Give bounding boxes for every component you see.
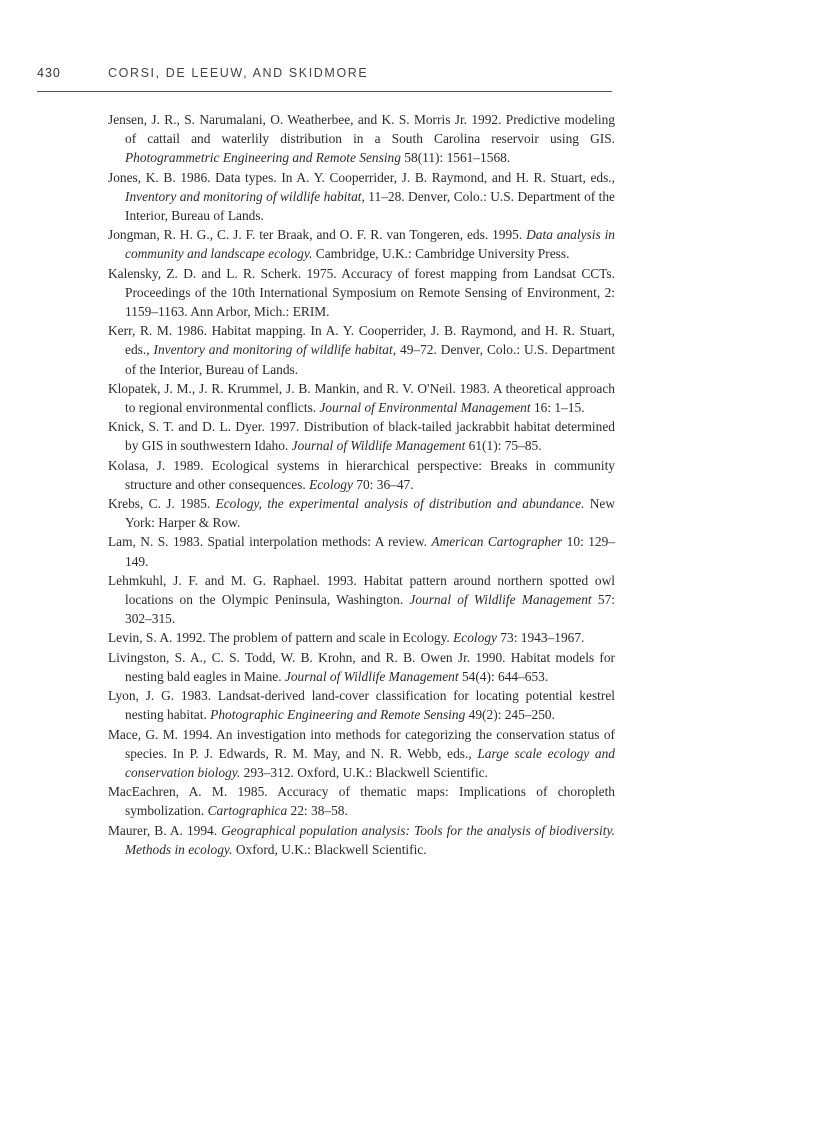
reference-entry	[108, 571, 615, 629]
reference-italic-title: Journal of Wildlife Management	[409, 592, 592, 608]
reference-entry	[108, 321, 615, 379]
reference-text: Lehmkuhl, J. F. and M. G. Raphael. 1993. Habitat pattern around northern spotted owl locations on the Olympic Peninsula, Washington.	[108, 572, 615, 608]
reference-text-end: 293–312. Oxford, U.K.: Blackwell Scientific.	[240, 764, 488, 780]
reference-italic-title: Ecology	[453, 630, 497, 646]
reference-text-end: 16: 1–15.	[530, 400, 585, 416]
reference-entry	[108, 532, 615, 570]
reference-entry	[108, 648, 615, 686]
reference-text-end: 10: 129–149.	[125, 534, 615, 569]
reference-italic-title: Ecology	[309, 476, 353, 492]
reference-entry	[108, 628, 615, 647]
header-divider	[37, 91, 612, 92]
reference-entry	[108, 110, 615, 168]
reference-text-end: 61(1): 75–85.	[465, 438, 542, 454]
reference-italic-title: Inventory and monitoring of wildlife habitat,	[153, 342, 397, 358]
reference-text: Knick, S. T. and D. L. Dyer. 1997. Distribution of black-tailed jackrabbit habitat determined by GIS in southwestern Idaho.	[108, 419, 615, 454]
reference-italic-title: Journal of Environmental Management	[319, 400, 531, 416]
reference-text-end: 73: 1943–1967.	[496, 630, 585, 646]
running-head: CORSI, DE LEEUW, AND SKIDMORE	[108, 66, 369, 80]
reference-entry	[108, 782, 615, 820]
reference-text-end: New York: Harper & Row.	[125, 496, 616, 531]
reference-text-end: 49–72. Denver, Colo.: U.S. Department of the Interior, Bureau of Lands.	[125, 342, 615, 377]
reference-italic-title: Large scale ecology and conservation biology.	[125, 745, 616, 780]
reference-text: Lam, N. S. 1983. Spatial interpolation methods: A review.	[108, 534, 432, 550]
reference-text: Jongman, R. H. G., C. J. F. ter Braak, and O. F. R. van Tongeren, eds. 1995.	[108, 227, 527, 243]
reference-entry	[108, 168, 615, 226]
reference-entry	[108, 494, 615, 532]
page-number: 430	[37, 66, 61, 80]
reference-entry	[108, 686, 615, 724]
reference-list	[108, 110, 615, 859]
reference-text-end: 22: 38–58.	[287, 803, 348, 819]
reference-text-end: 11–28. Denver, Colo.: U.S. Department of the Interior, Bureau of Lands.	[125, 188, 616, 224]
reference-text: Livingston, S. A., C. S. Todd, W. B. Krohn, and R. B. Owen Jr. 1990. Habitat models for nesting bald eagles in Maine.	[108, 649, 615, 684]
reference-italic-title: Ecology, the experimental analysis of distribution and abundance.	[215, 496, 585, 512]
reference-italic-title: Data analysis in community and landscape ecology.	[125, 227, 615, 262]
reference-text: Jones, K. B. 1986. Data types. In A. Y. Cooperrider, J. B. Raymond, and H. R. Stuart, eds.,	[108, 169, 615, 185]
page-header	[0, 0, 816, 100]
reference-italic-title: Cartographica	[207, 803, 288, 819]
reference-text: Kolasa, J. 1989. Ecological systems in hierarchical perspective: Breaks in community structure and other consequences.	[108, 457, 615, 492]
reference-italic-title: Journal of Wildlife Management	[284, 668, 459, 684]
reference-italic-title: Journal of Wildlife Management	[291, 438, 466, 454]
reference-text-end: 54(4): 644–653.	[458, 668, 549, 684]
reference-entry	[108, 417, 615, 455]
reference-text: Levin, S. A. 1992. The problem of pattern and scale in Ecology.	[108, 630, 454, 646]
reference-italic-title: Photogrammetric Engineering and Remote Sensing	[125, 150, 401, 166]
reference-text: Mace, G. M. 1994. An investigation into methods for categorizing the conservation status of species. In P. J. Edwards, R. M. May, and N. R. Webb, eds.,	[108, 726, 615, 761]
reference-text: MacEachren, A. M. 1985. Accuracy of thematic maps: Implications of choropleth symbolization.	[108, 784, 615, 819]
reference-entry	[108, 379, 615, 417]
reference-text: Krebs, C. J. 1985.	[108, 496, 216, 512]
reference-entry	[108, 264, 615, 322]
reference-entry	[108, 225, 615, 263]
reference-text-end: 70: 36–47.	[352, 476, 414, 492]
reference-text: Jensen, J. R., S. Narumalani, O. Weatherbee, and K. S. Morris Jr. 1992. Predictive modeling of cattail and waterlily distribution in a South Carolina reservoir using GIS.	[108, 112, 615, 147]
reference-entry	[108, 725, 615, 783]
reference-entry	[108, 456, 615, 494]
reference-text: Klopatek, J. M., J. R. Krummel, J. B. Mankin, and R. V. O'Neil. 1983. A theoretical approach to regional environmental conflicts.	[108, 380, 615, 416]
reference-text: Kalensky, Z. D. and L. R. Scherk. 1975. Accuracy of forest mapping from Landsat CCTs. Proceedings of the 10th International Symposium on Remote Sensing of Environment, 2: 1159–1163. Ann Arbor, Mich.: ERIM.	[108, 265, 615, 320]
reference-text: Kerr, R. M. 1986. Habitat mapping. In A. Y. Cooperrider, J. B. Raymond, and H. R. Stuart, eds.,	[108, 323, 615, 358]
reference-text-end: Oxford, U.K.: Blackwell Scientific.	[232, 841, 427, 857]
reference-text-end: 58(11): 1561–1568.	[400, 150, 511, 166]
reference-italic-title: Geographical population analysis: Tools for the analysis of biodiversity. Methods in ecology.	[125, 822, 616, 857]
reference-italic-title: Inventory and monitoring of wildlife habitat,	[125, 188, 365, 204]
reference-text-end: 57: 302–315.	[125, 592, 615, 627]
reference-text-end: Cambridge, U.K.: Cambridge University Press.	[312, 246, 570, 262]
reference-italic-title: American Cartographer	[431, 534, 563, 550]
reference-italic-title: Photographic Engineering and Remote Sensing	[210, 707, 466, 723]
reference-text: Lyon, J. G. 1983. Landsat-derived land-cover classification for locating potential kestrel nesting habitat.	[108, 688, 615, 723]
reference-text-end: 49(2): 245–250.	[465, 707, 555, 723]
reference-entry	[108, 821, 615, 859]
reference-text: Maurer, B. A. 1994.	[108, 822, 222, 838]
